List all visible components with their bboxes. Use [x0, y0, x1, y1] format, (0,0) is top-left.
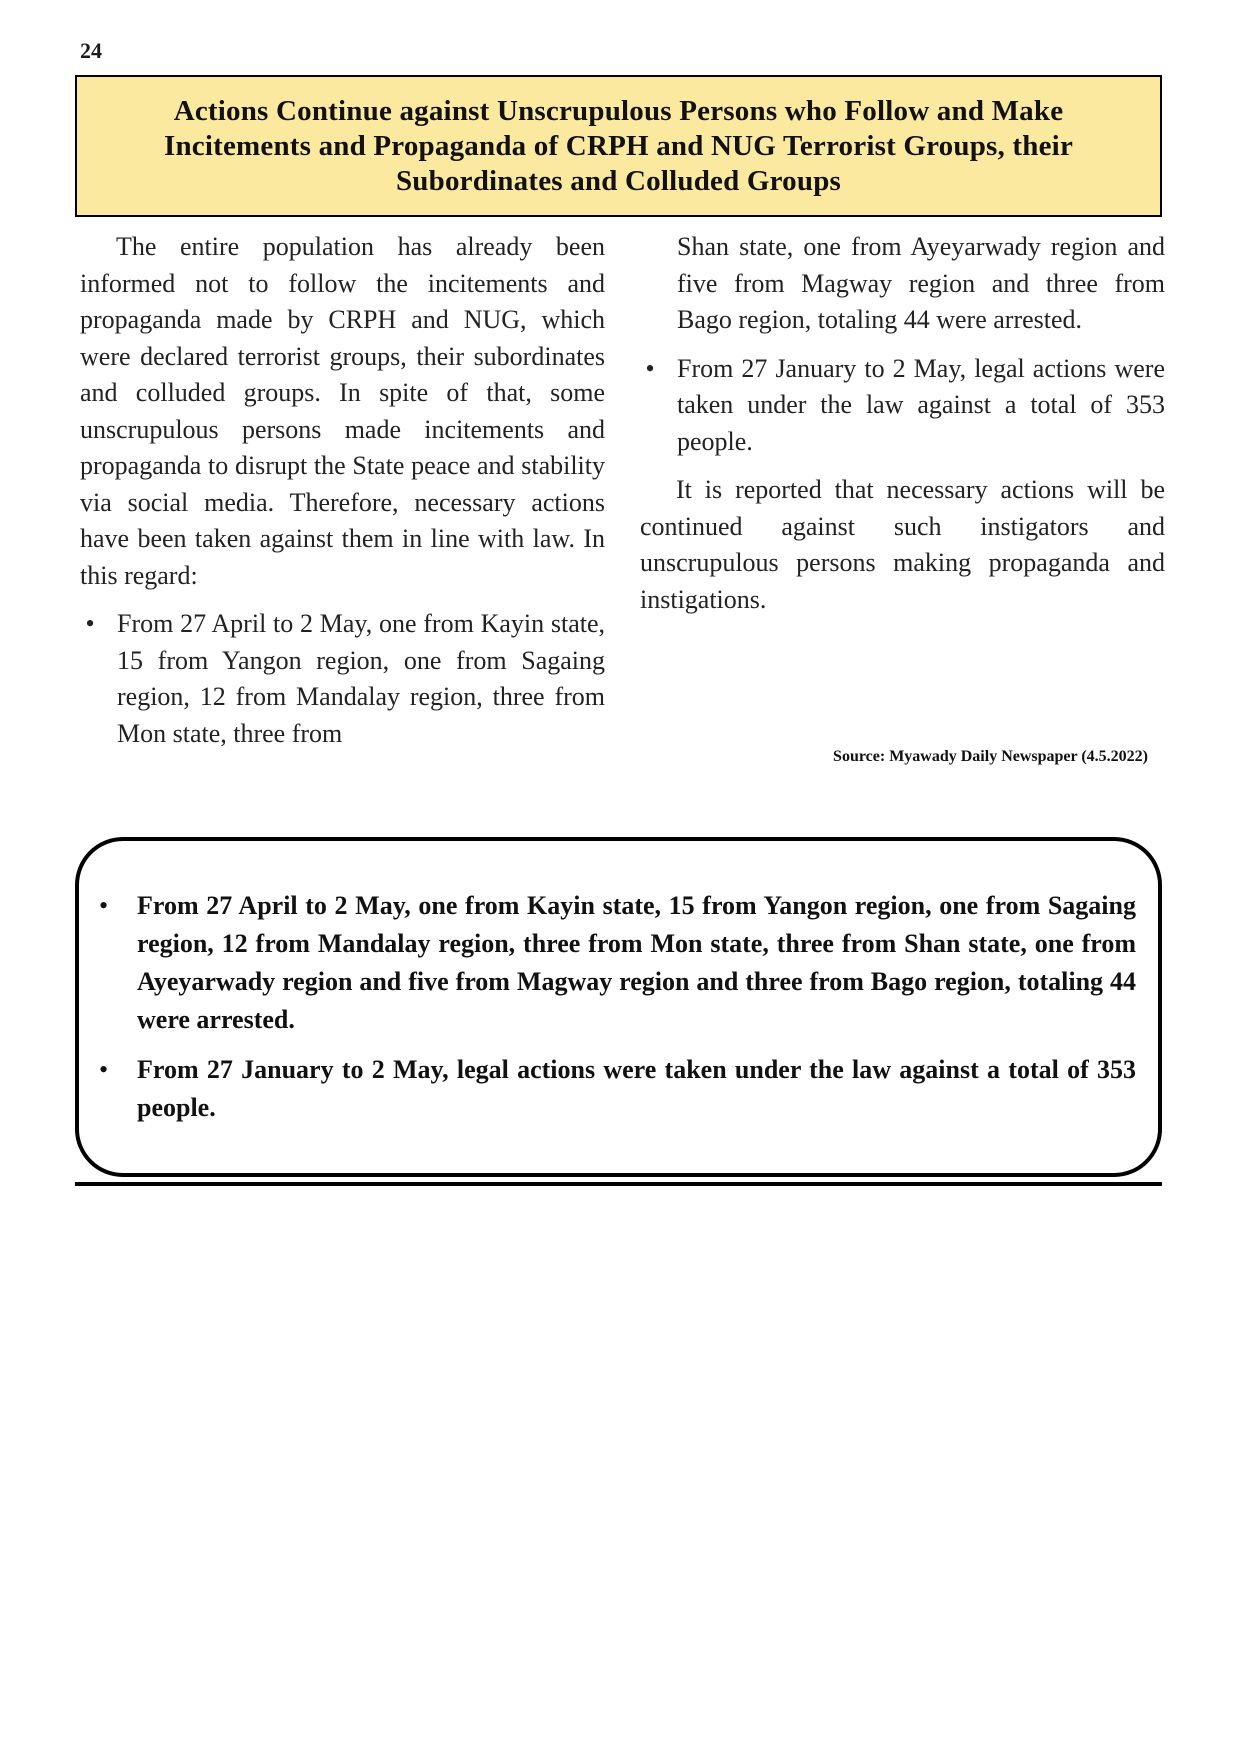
- bullet-icon: •: [99, 1055, 109, 1084]
- bullet-icon: •: [645, 353, 655, 383]
- summary-box: [75, 837, 1162, 1177]
- bullet-icon: •: [99, 891, 109, 920]
- article-title: Actions Continue against Unscrupulous Persons who Follow and Make Incitements and Propaganda of CRPH and NUG Terrorist Groups, their Subordinates and Colluded Groups: [163, 94, 1074, 197]
- closing-paragraph: It is reported that necessary actions will be continued against such instigators and unscrupulous persons making propaganda and instigations.: [640, 475, 1165, 614]
- list-item: [80, 606, 605, 752]
- bullet-text-arrests-part2: Shan state, one from Ayeyarwady region and five from Magway region and three from Bago region, totaling 44 were arrested.: [677, 232, 1165, 334]
- page-number: 24: [80, 38, 102, 63]
- list-item: [640, 351, 1165, 461]
- summary-item: [99, 1051, 1136, 1127]
- bullet-text-legal-actions: From 27 January to 2 May, legal actions were taken under the law against a total of 353 people.: [677, 353, 1165, 456]
- bullet-icon: •: [85, 609, 95, 638]
- summary-item-text: From 27 April to 2 May, one from Kayin state, 15 from Yangon region, one from Sagaing region, 12 from Mandalay region, three from Mon state, three from Shan state, one from Ayeyarwady region and five from Magway region and three from Bago region, totaling 44 were arrested.: [137, 891, 1136, 1034]
- intro-paragraph: The entire population has already been informed not to follow the incitements and propaganda made by CRPH and NUG, which were declared terrorist groups, their subordinates and colluded groups. In spite of that, some unscrupulous persons made incitements and propaganda to disrupt the State peace and stability via social media. Therefore, necessary actions have been taken against them in line with law. In this regard:: [80, 232, 605, 590]
- summary-item: [99, 887, 1136, 1039]
- bullet-text-arrests-part1: From 27 April to 2 May, one from Kayin state, 15 from Yangon region, one from Sagaing region, 12 from Mandalay region, three from Mon state, three from: [117, 609, 605, 748]
- title-box: [75, 75, 1162, 217]
- bottom-divider: [75, 1182, 1162, 1186]
- right-column: [640, 229, 1165, 630]
- left-column: [80, 229, 605, 764]
- summary-item-text: From 27 January to 2 May, legal actions were taken under the law against a total of 353 people.: [137, 1055, 1136, 1122]
- source-citation: Source: Myawady Daily Newspaper (4.5.2022): [833, 748, 1148, 765]
